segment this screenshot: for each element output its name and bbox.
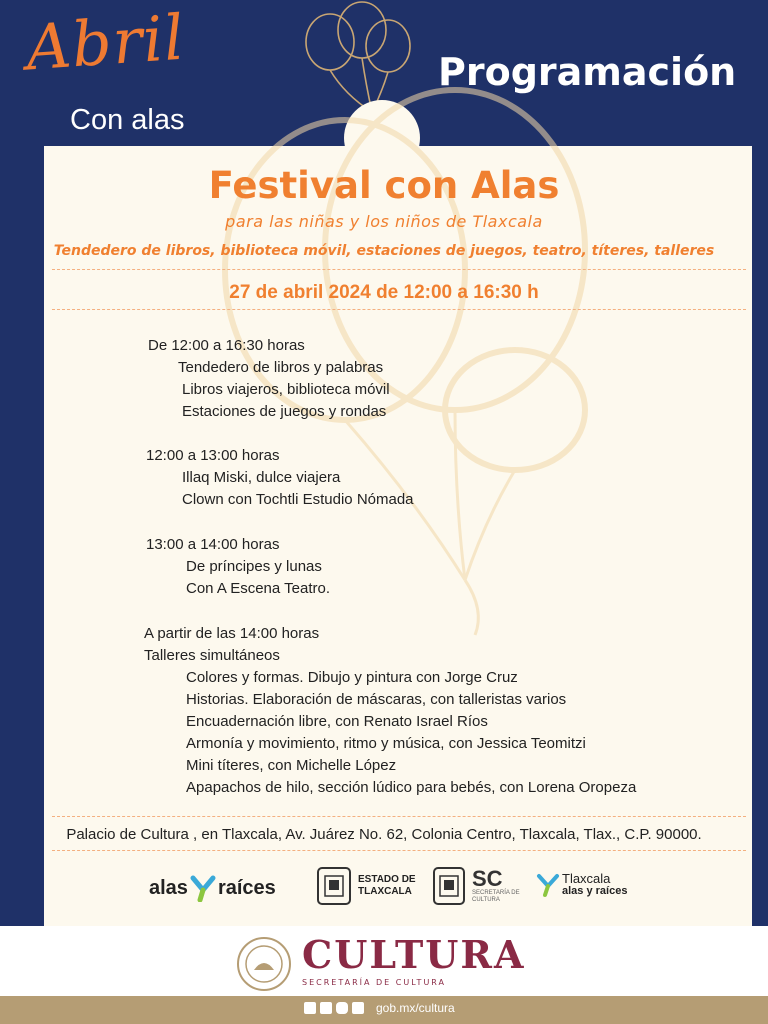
logo-text: SECRETARÍA DE [472,890,520,896]
program-item: Tendedero de libros y palabras [178,359,384,376]
block-time: 13:00 a 14:00 horas [146,536,280,553]
event-date: 27 de abril 2024 de 12:00 a 16:30 h [229,282,539,303]
program-item: Illaq Miski, dulce viajera [182,469,341,486]
facebook-icon[interactable] [304,1002,316,1014]
abril-script-title: Abril [23,0,188,85]
block-subtitle: Talleres simultáneos [144,647,280,664]
logo-text: SC [472,866,503,891]
logo-text: alas [149,876,188,899]
program-item: Mini títeres, con Michelle López [186,757,397,774]
con-alas-subtitle: Con alas [70,104,185,136]
secretaria-cultura-tlax-logo [432,866,520,906]
logo-label [562,872,627,898]
coat-of-arms-icon [432,866,466,906]
logo-text: ESTADO DE [358,874,416,885]
sponsor-logos [0,862,768,918]
social-icons [304,1002,364,1014]
logo-text: Tlaxcala [562,871,611,886]
national-seal-icon [236,936,292,992]
secretaria-label: SECRETARÍA DE CULTURA [302,978,447,987]
y-mark-icon [536,872,560,898]
block-time: 12:00 a 13:00 horas [146,447,280,464]
tlaxcala-alas-y-raices-logo [536,872,627,898]
program-item: De príncipes y lunas [186,558,322,575]
logo-text: alas y raíces [562,885,628,897]
website-link[interactable]: gob.mx/cultura [376,1001,455,1015]
instagram-icon[interactable] [336,1002,348,1014]
program-item: Encuadernación libre, con Renato Israel Ríos [186,713,488,730]
page-title: Programación [438,50,737,94]
coat-of-arms-icon [316,866,352,906]
divider [52,816,746,817]
alas-y-raices-logo [149,874,276,902]
divider [52,850,746,851]
block-time: De 12:00 a 16:30 horas [148,337,305,354]
program-item: Clown con Tochtli Estudio Nómada [182,491,414,508]
divider [52,269,746,270]
venue-address: Palacio de Cultura , en Tlaxcala, Av. Juárez No. 62, Colonia Centro, Tlaxcala, Tlax., C.P. 90000. [66,826,702,843]
cultura-wordmark: CULTURA [302,932,526,977]
program-item: Con A Escena Teatro. [186,580,330,597]
youtube-icon[interactable] [352,1002,364,1014]
block-time: A partir de las 14:00 horas [144,625,320,642]
program-item: Apapachos de hilo, sección lúdico para bebés, con Lorena Oropeza [186,779,637,796]
festival-activities: Tendedero de libros, biblioteca móvil, estaciones de juegos, teatro, títeres, talleres [53,243,715,259]
twitter-icon[interactable] [320,1002,332,1014]
festival-title: Festival con Alas [208,164,560,207]
program-item: Colores y formas. Dibujo y pintura con Jorge Cruz [186,669,518,686]
divider [52,309,746,310]
logo-text: TLAXCALA [358,886,412,897]
logo-label [358,874,416,898]
program-item: Estaciones de juegos y rondas [182,403,387,420]
program-item: Libros viajeros, biblioteca móvil [182,381,390,398]
program-item: Armonía y movimiento, ritmo y música, con Jessica Teomitzi [186,735,586,752]
y-mark-icon [190,874,216,902]
program-item: Historias. Elaboración de máscaras, con talleristas varios [186,691,567,708]
festival-subtitle: para las niñas y los niños de Tlaxcala [225,212,543,231]
logo-text: raíces [217,876,276,899]
estado-tlaxcala-logo [316,866,416,906]
logo-label [472,868,520,904]
logo-text: CULTURA [472,897,500,903]
